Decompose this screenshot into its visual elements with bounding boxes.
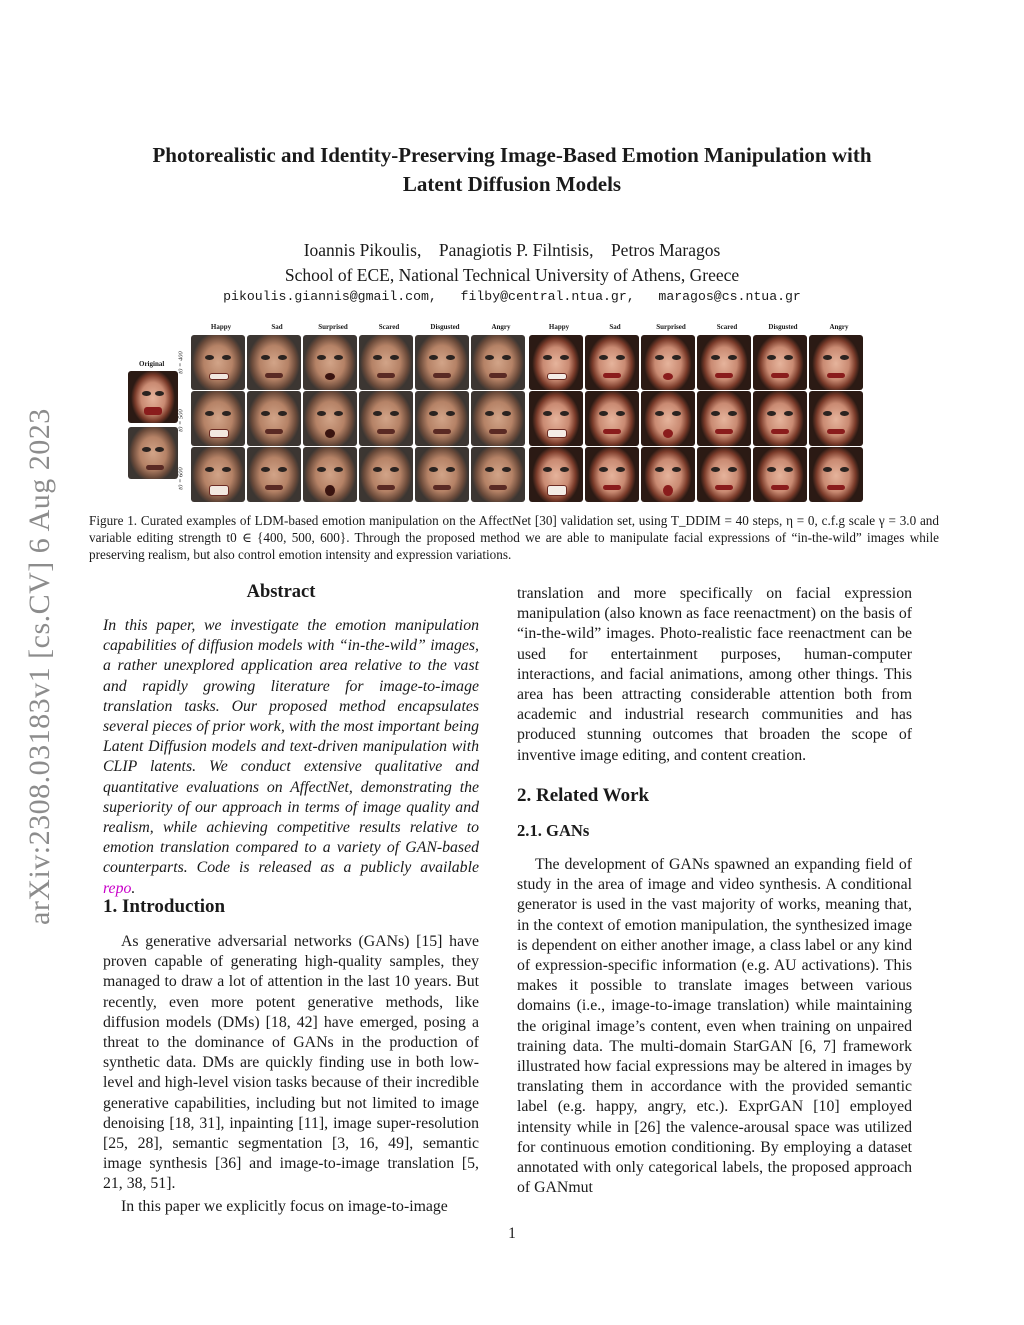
face-mouth xyxy=(325,373,335,380)
title-line-1: Photorealistic and Identity-Preserving Image-Based Emotion Manipulation with xyxy=(152,143,872,167)
face-man-happy-row-2 xyxy=(191,391,245,446)
face-mouth xyxy=(325,429,335,438)
face-mouth xyxy=(603,485,621,490)
face-man-scared-row-1 xyxy=(359,335,413,390)
gans-paragraph: The development of GANs spawned an expanding field of study in the area of image and video synthesis. A conditional generator is used in the vast majority of works, meaning that, in the context of emotion manipulation, the synthesized image is dependent on either another image, a class label or any kind of expression-specific information (e.g. AU activations). This makes it possible to translate images between various domains (i.e., image-to-image translation) while maintaining the original image’s content, even when training on unpaired training data. The multi-domain StarGAN [6, 7] framework illustrated how facial expressions may be altered in images by translating them in accordance with the provided semantic label (e.g. happy, angry, etc.). ExprGAN [10] employed intensity while in [26] the valence-arousal space was utilized for continuous emotion conditioning. By employing a dataset annotated with only categorical labels, the proposed approach of GANmut xyxy=(517,856,912,1197)
face-mouth xyxy=(209,373,229,380)
face-mouth xyxy=(663,373,673,380)
face-man-surprised-row-3 xyxy=(303,447,357,502)
face-woman-disgusted-row-3 xyxy=(753,447,807,502)
face-mouth xyxy=(547,373,567,380)
abstract-heading xyxy=(103,582,459,603)
repo-link[interactable]: repo xyxy=(103,879,132,897)
affiliation: School of ECE, National Technical University of Athens, Greece xyxy=(284,265,740,285)
face-woman-happy-row-3 xyxy=(529,447,583,502)
authors: Ioannis Pikoulis, Panagiotis P. Filntisis, Petros Maragos xyxy=(303,240,721,260)
title-line-2: Latent Diffusion Models xyxy=(402,172,622,196)
face-mouth xyxy=(265,373,283,378)
figure-1 xyxy=(125,323,871,503)
abstract-end: . xyxy=(131,879,136,897)
face-man-disgusted-row-3 xyxy=(415,447,469,502)
face-mouth xyxy=(377,373,395,378)
related-work-title: 2. Related Work xyxy=(517,785,650,806)
paper-title xyxy=(60,141,964,199)
face-mouth xyxy=(603,373,621,378)
face-man-sad-row-3 xyxy=(247,447,301,502)
arxiv-stamp: arXiv:2308.03183v1 [cs.CV] 6 Aug 2023 xyxy=(23,408,56,925)
figure-caption: Figure 1. Curated examples of LDM-based emotion manipulation on the AffectNet [30] validation set, using T_DDIM = 40 steps, η = 0, c.f.g scale γ = 3.0 and variable editing strength t0 ∈ {400, 500, 600}. Through the proposed method we are able to manipulate facial expressions of “in-the-wild” images while preserving realism, but also control emotion intensity and expression variations. xyxy=(89,513,939,562)
related-work-heading xyxy=(517,785,912,807)
face-woman-scared-row-2 xyxy=(697,391,751,446)
face-mouth xyxy=(715,373,733,378)
face-woman-sad-row-2 xyxy=(585,391,639,446)
face-mouth xyxy=(771,485,789,490)
row-label-500: t0 = 500 xyxy=(177,409,185,432)
emails: pikoulis.giannis@gmail.com, filby@central.ntua.gr, maragos@cs.ntua.gr xyxy=(223,289,801,304)
intro-paragraph-2: In this paper we explicitly focus on image-to-image xyxy=(121,1197,448,1215)
face-mouth xyxy=(433,429,451,434)
face-mouth xyxy=(547,429,567,438)
face-man-scared-row-2 xyxy=(359,391,413,446)
face-man-sad-row-1 xyxy=(247,335,301,390)
intro-heading xyxy=(103,896,479,918)
intro-paragraph-1: As generative adversarial networks (GANs) [15] have proven capable of generating high-quality samples, they managed to draw a lot of attention in the last 10 years. But recently, even more potent generative methods, like diffusion models (DMs) [18, 42] have emerged, posing a threat to the dominance of GANs in the production of synthetic data. DMs are quickly finding use in both low-level and high-level vision tasks because of their incredible generative capabilities, including but not limited to image denoising [18, 31], inpainting [11], image super-resolution [25, 28], semantic segmentation [3, 16, 49], semantic image synthesis [36] and image-to-image translation [5, 21, 38, 51]. xyxy=(103,933,479,1193)
face-mouth xyxy=(433,485,451,490)
face-woman-surprised-row-1 xyxy=(641,335,695,390)
face-mouth xyxy=(433,373,451,378)
face-mouth xyxy=(663,429,673,438)
face-mouth xyxy=(265,429,283,434)
page-number: 1 xyxy=(508,1225,516,1242)
face-mouth xyxy=(209,485,229,496)
face-mouth xyxy=(377,485,395,490)
original-woman-image xyxy=(128,371,178,423)
author-block xyxy=(60,238,964,288)
intro-title: 1. Introduction xyxy=(103,896,226,917)
face-man-happy-row-1 xyxy=(191,335,245,390)
abstract-title: Abstract xyxy=(246,582,316,602)
header-scared-2: Scared xyxy=(716,323,738,331)
abstract-body xyxy=(103,616,479,899)
face-woman-angry-row-2 xyxy=(809,391,863,446)
face-mouth xyxy=(265,485,283,490)
face-man-scared-row-3 xyxy=(359,447,413,502)
face-woman-disgusted-row-1 xyxy=(753,335,807,390)
face-woman-surprised-row-3 xyxy=(641,447,695,502)
face-man-disgusted-row-2 xyxy=(415,391,469,446)
original-man-image xyxy=(128,427,178,479)
face-man-angry-row-3 xyxy=(471,447,525,502)
face-woman-angry-row-1 xyxy=(809,335,863,390)
face-mouth xyxy=(827,373,845,378)
header-sad-1: Sad xyxy=(271,323,283,331)
face-man-angry-row-2 xyxy=(471,391,525,446)
face-man-happy-row-3 xyxy=(191,447,245,502)
gans-title: 2.1. GANs xyxy=(517,821,590,840)
gans-heading xyxy=(517,821,912,841)
header-surprised-2: Surprised xyxy=(656,323,686,331)
face-woman-happy-row-1 xyxy=(529,335,583,390)
face-woman-disgusted-row-2 xyxy=(753,391,807,446)
intro-body xyxy=(103,932,479,1217)
face-mouth xyxy=(489,373,507,378)
face-man-angry-row-1 xyxy=(471,335,525,390)
header-disgusted-1: Disgusted xyxy=(430,323,460,331)
abstract-text: In this paper, we investigate the emotion manipulation capabilities of diffusion models with “in-the-wild” images, a rather unexplored application area relative to the vast and rapidly growing literature for image-to-image translation tasks. Our proposed method encapsulates several pieces of prior work, with the most important being Latent Diffusion models and text-driven manipulation with CLIP latents. We conduct extensive qualitative and quantitative evaluations on AffectNet, demonstrating the superiority of our approach in terms of image quality and realism, while achieving competitive results relative to emotion translation compared to a variety of GAN-based counterparts. Code is released as a publicly available xyxy=(103,617,479,877)
face-mouth xyxy=(489,485,507,490)
header-angry-1: Angry xyxy=(491,323,511,331)
gans-body xyxy=(517,855,912,1198)
face-man-disgusted-row-1 xyxy=(415,335,469,390)
face-mouth xyxy=(209,429,229,438)
face-woman-surprised-row-2 xyxy=(641,391,695,446)
face-woman-happy-row-2 xyxy=(529,391,583,446)
header-sad-2: Sad xyxy=(609,323,621,331)
face-woman-scared-row-1 xyxy=(697,335,751,390)
face-mouth xyxy=(377,429,395,434)
face-man-sad-row-2 xyxy=(247,391,301,446)
header-happy-1: Happy xyxy=(210,323,232,331)
row-label-600: t0 = 600 xyxy=(177,467,185,490)
face-mouth xyxy=(771,373,789,378)
face-mouth xyxy=(715,485,733,490)
face-mouth xyxy=(715,429,733,434)
original-label: Original xyxy=(139,360,165,368)
row-label-400: t0 = 400 xyxy=(177,351,185,374)
face-mouth xyxy=(603,429,621,434)
header-scared-1: Scared xyxy=(378,323,400,331)
face-woman-sad-row-3 xyxy=(585,447,639,502)
intro-continued: translation and more specifically on facial expression manipulation (also known as face reenactment) on the basis of “in-the-wild” images. Photo-realistic face reenactment can be used for entertainment purposes, human-computer interactions, and facial animations, among other things. This area has been attracting considerable attention both from academic and industrial research communities and has produced stunning outcomes that broaden the scope of inventive image editing, and content creation. xyxy=(517,585,912,764)
face-mouth xyxy=(827,485,845,490)
face-mouth xyxy=(325,485,335,496)
face-mouth xyxy=(547,485,567,496)
face-mouth xyxy=(489,429,507,434)
header-happy-2: Happy xyxy=(548,323,570,331)
face-man-surprised-row-2 xyxy=(303,391,357,446)
face-man-surprised-row-1 xyxy=(303,335,357,390)
face-woman-scared-row-3 xyxy=(697,447,751,502)
header-surprised-1: Surprised xyxy=(318,323,348,331)
face-mouth xyxy=(827,429,845,434)
face-mouth xyxy=(771,429,789,434)
face-woman-angry-row-3 xyxy=(809,447,863,502)
face-mouth xyxy=(663,485,673,496)
face-woman-sad-row-1 xyxy=(585,335,639,390)
header-disgusted-2: Disgusted xyxy=(768,323,798,331)
header-angry-2: Angry xyxy=(829,323,849,331)
